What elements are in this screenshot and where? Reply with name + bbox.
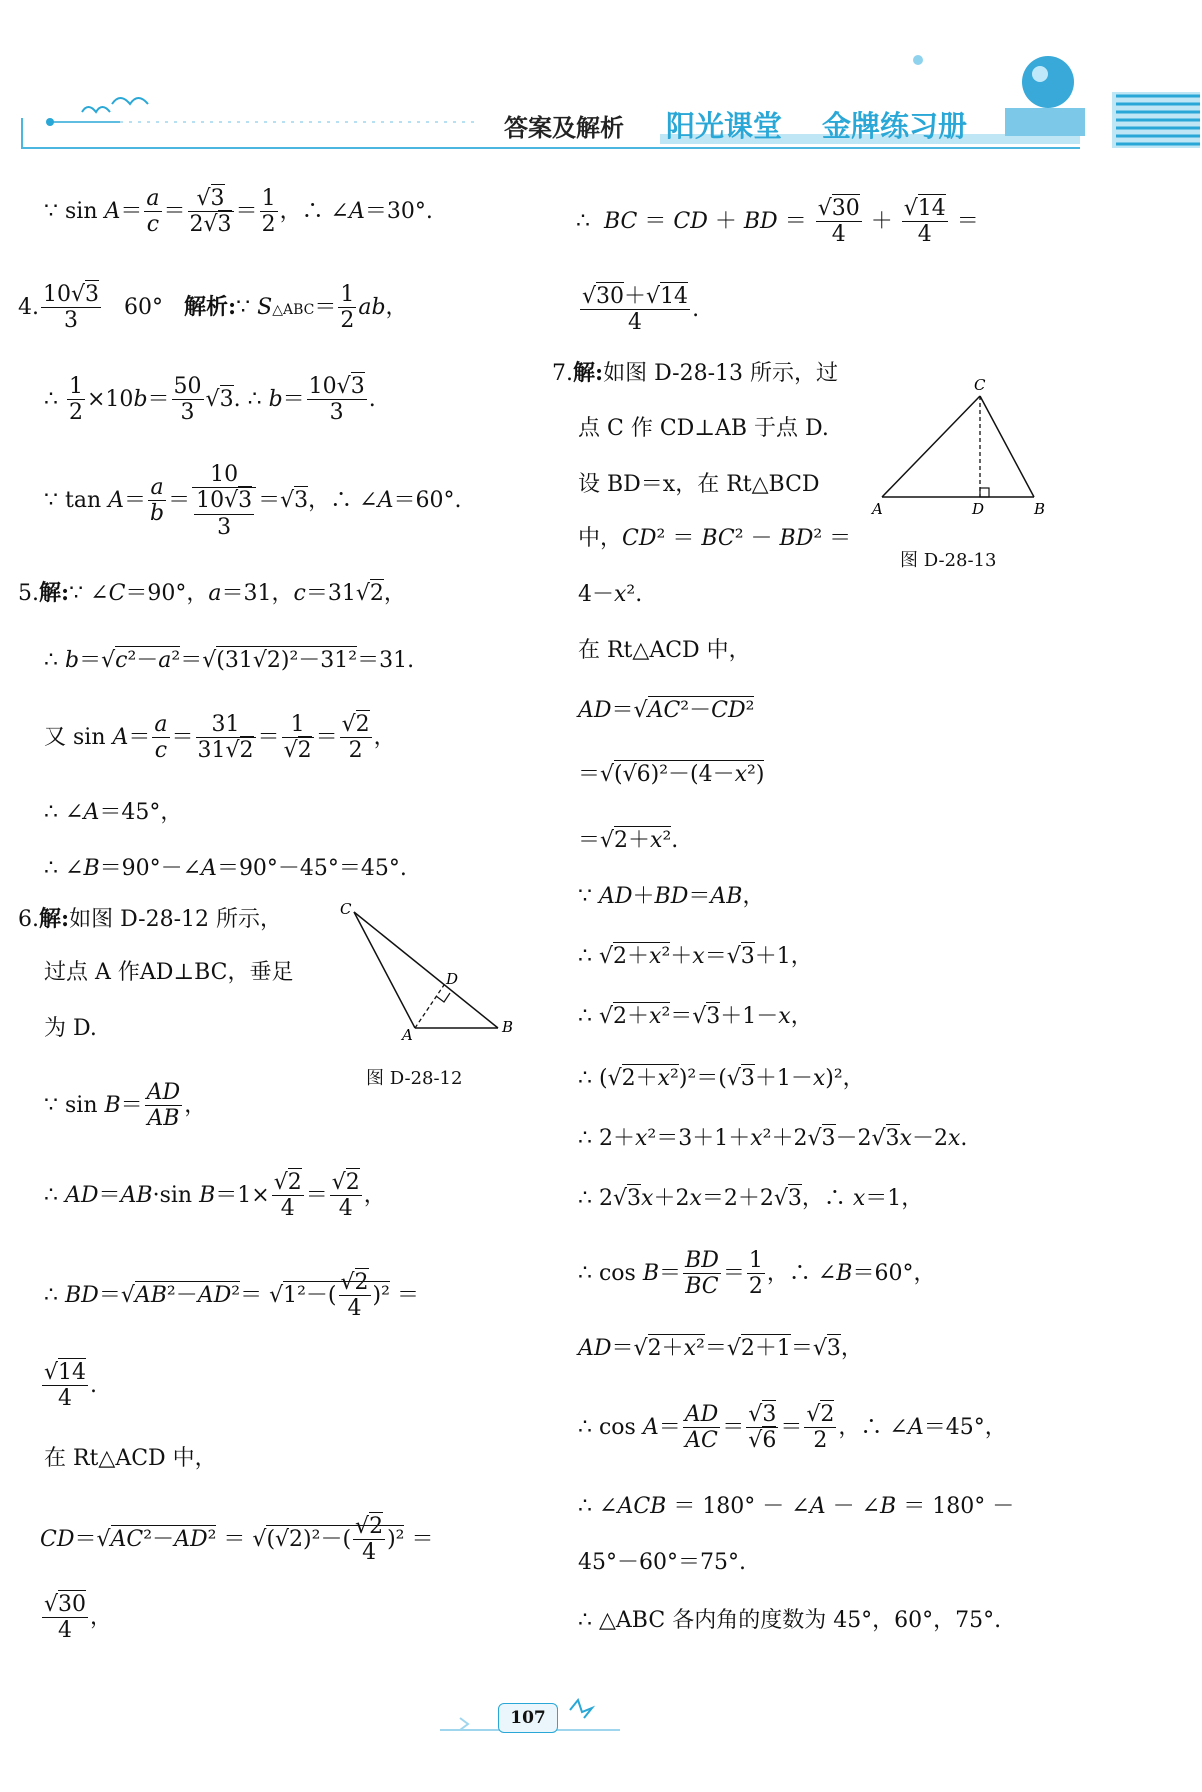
p7-ad-line3: ＝√2＋x². <box>578 828 679 853</box>
p7-ad-line1: AD＝√AC²－CD² <box>578 698 755 723</box>
p5-line3: 又 sin A＝ $\frac{a}{c}$ ＝ $\frac{31}{31√2}$ ＝ $\frac{1}{√2}$ ＝ $\frac{√2}{2}$ ， <box>44 712 396 764</box>
p7-in-rt: 在 Rt△ACD 中， <box>578 638 751 663</box>
p6-bc-line: ∴ BC ＝ CD ＋ BD ＝ $\frac{√30}{4}$ ＋ $\frac{√14}{4}$ ＝ <box>576 196 979 248</box>
p6-line1 <box>18 906 282 933</box>
p6-cd-line: CD＝√AC²－AD² ＝ √(√2)²－( $\frac{√2}{4}$ )² ＝ <box>40 1514 434 1566</box>
p7-sum-line: ∵ AD＋BD＝AB， <box>578 884 765 909</box>
section-label: 答案及解析 <box>504 114 624 142</box>
p5-line2: ∴ b＝√c²－a²＝√(31√2)²－31²＝31. <box>44 648 415 673</box>
problem-number: 7. <box>552 361 573 386</box>
p4-line2: ∴ $\frac{1}{2}$ ×10b＝ $\frac{50}{3}$ √3. ∴ b＝ $\frac{10√3}{3}$ . <box>44 374 376 426</box>
p3-sin-line: ∵ sin A＝ $\frac{a}{c}$ ＝ $\frac{√3}{2√3}$ ＝ $\frac{1}{2}$ ，∴ ∠A＝30°. <box>44 186 433 238</box>
p6-intro: 如图 D-28-12 所示， <box>69 907 283 932</box>
p7-cosa-line: ∴ cos A＝ $\frac{AD}{AC}$ ＝ $\frac{√3}{√6}$ ＝ $\frac{√2}{2}$ ，∴ ∠A＝45°， <box>578 1402 1007 1454</box>
fig13-label-b: B <box>1034 500 1046 518</box>
p7-eq3: ∴ (√2＋x²)²＝(√3＋1－x)²， <box>578 1066 865 1091</box>
figure-d-28-13 <box>868 372 1048 522</box>
p7-final: ∴ △ABC 各内角的度数为 45°，60°，75°. <box>578 1608 1002 1633</box>
p6-bc-result: $\frac{√30+√14}{4}$ . <box>582 284 700 336</box>
page-number: 107 <box>498 1703 558 1733</box>
header-decoration <box>0 0 1202 170</box>
p7-cosb-line: ∴ cos B＝ $\frac{BD}{BC}$ ＝ $\frac{1}{2}$ ，∴ ∠B＝60°， <box>578 1248 936 1300</box>
p7-ad-line2: ＝√(√6)²－(4－x²) <box>578 762 765 787</box>
p4-tan-line: ∵ tan A＝ $\frac{a}{b}$ ＝ $\frac{10}{\frac{10√3}{3}}$ ＝√3，∴ ∠A＝60°. <box>44 462 462 540</box>
p7-acb-result: 45°－60°＝75°. <box>578 1550 746 1575</box>
solve-label: 解: <box>573 360 604 386</box>
p7-line5: 4－x². <box>578 582 643 607</box>
p6-bd-result: $\frac{√14}{4}$ . <box>44 1360 98 1412</box>
p7-intro: 如图 D-28-13 所示，过 <box>603 361 839 386</box>
p7-eq2: ∴ √2＋x²＝√3＋1－x， <box>578 1004 813 1029</box>
series-name: 阳光课堂 <box>666 109 783 143</box>
analysis-label: 解析: <box>183 293 237 320</box>
p6-sinb-line: ∵ sin B＝ $\frac{AD}{AB}$ ， <box>44 1080 207 1132</box>
fig12-label-d: D <box>446 970 459 988</box>
p5-line4: ∴ ∠A＝45°， <box>44 800 183 825</box>
p5-line5: ∴ ∠B＝90°－∠A＝90°－45°＝45°. <box>44 856 407 881</box>
p7-eq5: ∴ 2√3x＋2x＝2＋2√3，∴ x＝1， <box>578 1186 924 1211</box>
p6-bd-line: ∴ BD＝√AB²－AD²＝ √1²－( $\frac{√2}{4}$ )² ＝ <box>44 1270 419 1322</box>
fig12-label-b: B <box>502 1018 514 1036</box>
fig13-label-c: C <box>974 376 986 394</box>
solve-label: 解: <box>39 580 70 606</box>
problem-number: 6. <box>18 907 39 932</box>
p4-answer-line: 4. $\frac{10√3}{3}$ 60° 解析:∵ S△ABC＝ $\frac{1}{2}$ ab， <box>18 282 408 334</box>
fig13-label-a: A <box>872 500 883 518</box>
p7-ad-value: AD＝√2＋x²＝√2＋1＝√3， <box>578 1336 863 1361</box>
p4-angle: 60° <box>124 294 163 320</box>
problem-number: 4. <box>18 294 39 320</box>
fig12-caption: 图 D-28-12 <box>366 1068 463 1089</box>
p6-ad-line: ∴ AD＝AB·sin B＝1× $\frac{√2}{4}$ ＝ $\frac{√2}{4}$ ， <box>44 1170 386 1222</box>
p6-cd-result: $\frac{√30}{4}$ ， <box>44 1592 113 1644</box>
fig13-label-d: D <box>972 500 985 518</box>
figure-d-28-12 <box>340 900 520 1040</box>
book-name: 金牌练习册 <box>822 109 968 143</box>
p5-line1: 5.解:∵ ∠C＝90°，a＝31，c＝31√2， <box>18 580 406 606</box>
p7-line1 <box>552 360 838 387</box>
p7-line2: 点 C 作 CD⊥AB 于点 D. <box>578 416 829 441</box>
p7-eq1: ∴ √2＋x²＋x＝√3＋1， <box>578 944 813 969</box>
p7-acb-line: ∴ ∠ACB ＝ 180° － ∠A － ∠B ＝ 180° － <box>578 1494 1015 1519</box>
p7-eq4: ∴ 2＋x²＝3＋1＋x²＋2√3－2√3x－2x. <box>578 1126 968 1151</box>
p6-in-rt: 在 Rt△ACD 中， <box>44 1446 217 1471</box>
solve-label: 解: <box>39 906 70 932</box>
fig12-label-c: C <box>340 900 352 918</box>
p6-line2: 过点 A 作AD⊥BC，垂足 <box>44 960 294 985</box>
page-header <box>0 0 1202 170</box>
fig12-label-a: A <box>402 1026 413 1040</box>
fig13-caption: 图 D-28-13 <box>900 550 997 571</box>
p7-line4: 中，CD² ＝ BC² － BD² ＝ <box>578 526 852 551</box>
p6-line3: 为 D. <box>44 1016 97 1041</box>
p7-line3: 设 BD＝x，在 Rt△BCD <box>578 472 820 497</box>
problem-number: 5. <box>18 581 39 606</box>
